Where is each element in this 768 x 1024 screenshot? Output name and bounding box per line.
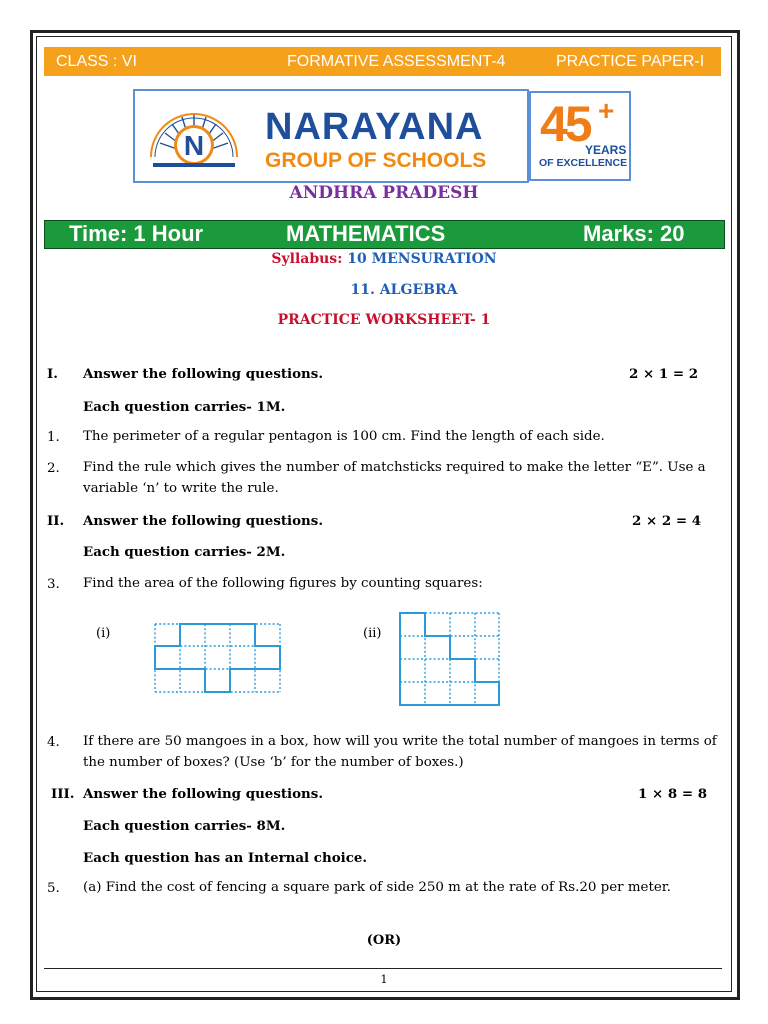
question-text: (a) Find the cost of fencing a square park of side 250 m at the rate of Rs.20 per meter. [83, 880, 671, 895]
badge-plus: + [598, 95, 615, 126]
header-bar [44, 47, 721, 76]
figure-label: (i) [96, 626, 111, 641]
syllabus-topic-1: 10 MENSURATION [347, 251, 497, 267]
school-logo [133, 89, 529, 183]
footer-rule [44, 968, 722, 969]
or-divider: (OR) [366, 933, 402, 948]
exam-time: Time: 1 Hour [69, 221, 204, 246]
excellence-badge [529, 91, 631, 181]
paper-label: PRACTICE PAPER-I [556, 53, 705, 70]
syllabus-line [0, 251, 768, 267]
assessment-label: FORMATIVE ASSESSMENT-4 [287, 53, 506, 70]
exam-subject: MATHEMATICS [286, 221, 446, 246]
syllabus-label: Syllabus: [271, 251, 343, 267]
section-marks: 2 × 1 = 2 [629, 366, 699, 382]
state-title: ANDHRA PRADESH [289, 183, 479, 203]
page-number: 1 [380, 973, 388, 986]
question-text: Find the rule which gives the number of matchsticks required to make the letter “E”. Use a variable ‘n’ to write the rule. [83, 460, 706, 496]
question-number: 1. [47, 430, 60, 445]
exam-marks: Marks: 20 [583, 221, 685, 246]
figure-grid-2 [398, 611, 502, 707]
question-text: The perimeter of a regular pentagon is 100 cm. Find the length of each side. [83, 429, 605, 444]
question-number: 3. [47, 577, 60, 592]
question-number: 5. [47, 881, 60, 896]
school-subtitle: GROUP OF SCHOOLS [265, 149, 487, 172]
question-text: Find the area of the following figures by counting squares: [83, 576, 483, 591]
section-instruction: Answer the following questions. [83, 513, 323, 529]
question-text: If there are 50 mangoes in a box, how will you write the total number of mangoes in terms of the number of boxes? (Use ‘b’ for the number of boxes.) [83, 734, 717, 770]
badge-excellence: OF EXCELLENCE [539, 157, 628, 169]
logo-emblem-icon [145, 95, 243, 175]
section-marks: 1 × 8 = 8 [638, 786, 708, 802]
section-marks: 2 × 2 = 4 [632, 513, 702, 529]
section-number: III. [51, 786, 75, 802]
school-name: NARAYANA [265, 106, 484, 148]
figure-grid-1 [153, 622, 283, 694]
badge-years: YEARS [585, 143, 627, 157]
worksheet-title: PRACTICE WORKSHEET- 1 [277, 312, 491, 328]
section-note: Each question carries- 8M. [83, 818, 286, 834]
section-instruction: Answer the following questions. [83, 366, 323, 382]
syllabus-topic-2: 11. ALGEBRA [350, 282, 458, 298]
question-number: 2. [47, 461, 60, 476]
section-note: Each question carries- 2M. [83, 544, 286, 560]
section-number: I. [47, 366, 58, 382]
badge-number: 45 [540, 96, 590, 152]
figure-label: (ii) [363, 626, 382, 641]
svg-text:N: N [183, 130, 205, 161]
section-instruction: Answer the following questions. [83, 786, 323, 802]
class-label: CLASS : VI [56, 53, 137, 70]
section-number: II. [47, 513, 65, 529]
question-number: 4. [47, 735, 60, 750]
section-note-choice: Each question has an Internal choice. [83, 850, 368, 866]
section-note: Each question carries- 1M. [83, 399, 286, 415]
exam-info-bar [44, 220, 725, 249]
